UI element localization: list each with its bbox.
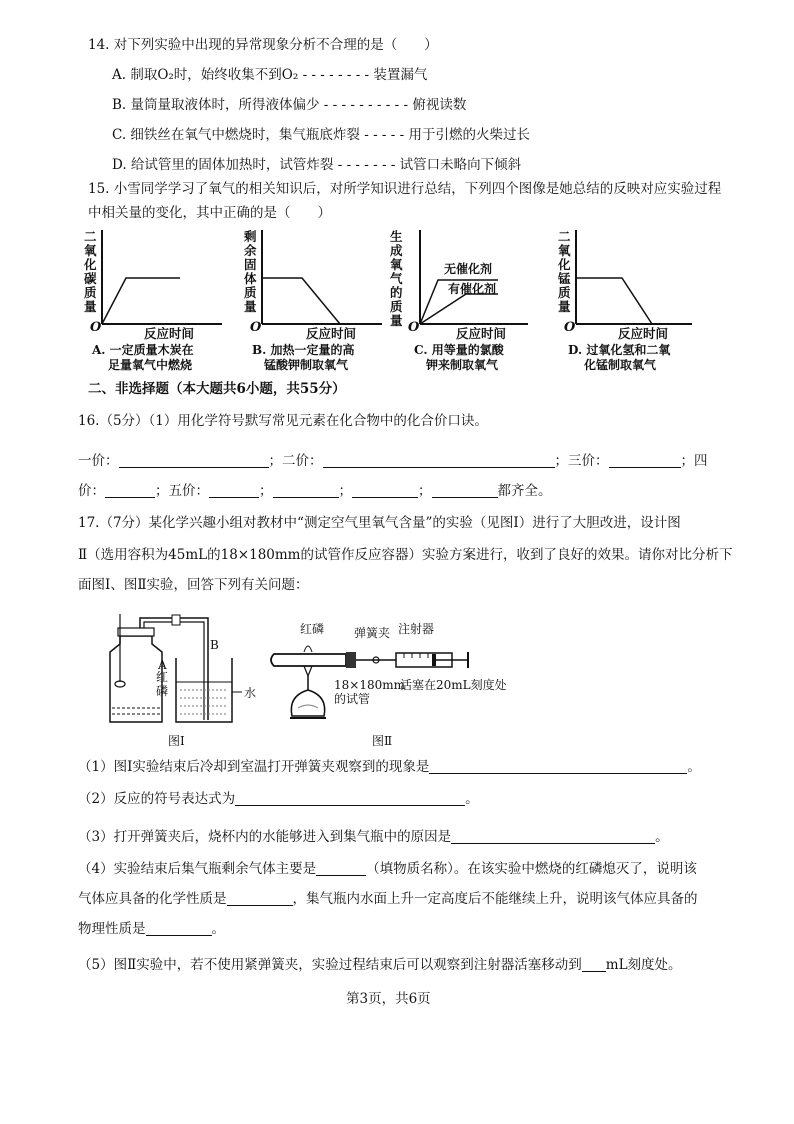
- answer-blank[interactable]: [235, 791, 465, 806]
- q17-line2: Ⅱ（选用容积为45mL的18×180mm的试管作反应容器）实验方案进行，收到了良好的效果。请你对比分析下: [78, 547, 733, 563]
- figure-2: [268, 616, 508, 748]
- q16-stem: 16.（5分）（1）用化学符号默写常见元素在化合物中的化合价口诀。: [78, 413, 488, 429]
- q17-part4-line3: 物理性质是 。: [78, 921, 225, 937]
- fig2-label-plunger: 活塞在20mL刻度处: [400, 678, 507, 692]
- graph-c-caption2: 钾来制取氧气: [426, 358, 499, 372]
- q14-stem: 14. 对下列实验中出现的异常现象分析不合理的是（ ）: [88, 37, 438, 53]
- q17-part4-line2: 气体应具备的化学性质是 ，集气瓶内水面上升一定高度后不能继续上升，说明该气体应具备的: [78, 891, 698, 907]
- graph-d-caption1: D. 过氧化氢和二氧: [568, 343, 671, 357]
- graph-b-ylabel: 剩余固体质量: [244, 229, 257, 314]
- answer-blank[interactable]: [582, 957, 606, 972]
- q17-part4-line1: （4）实验结束后集气瓶剩余气体主要是 （填物质名称）。在该实验中燃烧的红磷熄灭了，说明该: [78, 861, 697, 877]
- graph-c-ylabel: 生成氧气的质量: [390, 229, 403, 328]
- answer-blank[interactable]: [146, 921, 212, 936]
- section-heading: 二、非选择题（本大题共6小题，共55分）: [88, 381, 346, 397]
- answer-blank[interactable]: [451, 829, 655, 844]
- fig1-label-b: B: [210, 638, 219, 652]
- fig1-label-water: 水: [244, 686, 257, 700]
- graph-b-plot: [244, 228, 384, 338]
- graph-c-line-label-1: 无催化剂: [444, 262, 493, 276]
- answer-blank[interactable]: [209, 483, 259, 498]
- fig2-label-clip: 弹簧夹: [354, 626, 391, 640]
- q17-part3: （3）打开弹簧夹后，烧杯内的水能够进入到集气瓶中的原因是 。: [78, 829, 669, 845]
- graph-a-caption2: 足量氧气中燃烧: [108, 358, 193, 372]
- page-footer: 第3页，共6页: [346, 991, 431, 1007]
- graph-d-xlabel: 反应时间: [618, 326, 669, 341]
- q17-line1: 17.（7分）某化学兴趣小组对教材中“测定空气里氧气含量”的实验（见图Ⅰ）进行了大胆改进，设计图: [78, 515, 681, 531]
- answer-blank[interactable]: [432, 483, 498, 498]
- answer-blank[interactable]: [227, 891, 293, 906]
- answer-blank[interactable]: [429, 759, 687, 774]
- graph-c: 生成氧气的质量 无催化剂 有催化剂 O 反应时间 C. 用等量的氯酸 钾来制取氧气: [390, 228, 530, 368]
- graph-a-xlabel: 反应时间: [144, 326, 195, 341]
- graph-b: 剩余固体质量 O 反应时间 B. 加热一定量的高 锰酸钾制取氧气: [244, 228, 384, 368]
- graph-b-caption1: B. 加热一定量的高: [252, 343, 355, 357]
- q17-part1: （1）图Ⅰ实验结束后冷却到室温打开弹簧夹观察到的现象是 。: [78, 759, 701, 775]
- graph-a-ylabel: 二氧化碳质量: [84, 229, 97, 314]
- fig2-label-red-phosphorus: 红磷: [300, 622, 325, 636]
- q17-line3: 面图Ⅰ、图Ⅱ实验，回答下列有关问题：: [78, 577, 309, 593]
- fig2-caption: 图Ⅱ: [372, 734, 393, 748]
- figure-1: [96, 612, 266, 748]
- graph-a-caption1: A. 一定质量木炭在: [92, 343, 194, 357]
- q17-part5: （5）图Ⅱ实验中，若不使用紧弹簧夹，实验过程结束后可以观察到注射器活塞移动到 mL刻度处。: [78, 957, 682, 973]
- q15-stem-line1: 15. 小雪同学学习了氧气的相关知识后，对所学知识进行总结，下列四个图像是她总结的反映对应实验过程: [88, 181, 722, 197]
- fig1-caption: 图Ⅰ: [168, 734, 185, 748]
- q14-option-a: A. 制取O₂时，始终收集不到O₂ - - - - - - - - 装置漏气: [112, 67, 428, 83]
- fig2-label-tube: 18×180mm的试管: [334, 678, 405, 706]
- answer-blank[interactable]: [273, 483, 339, 498]
- q16-line2: 价： ；五价： ； ； ； 都齐全。: [78, 483, 552, 499]
- q14-option-d: D. 给试管里的固体加热时，试管炸裂 - - - - - - - 试管口未略向下倾斜: [112, 157, 522, 173]
- graph-a: 二氧化碳质量 O 反应时间 A. 一定质量木炭在 足量氧气中燃烧: [84, 228, 224, 368]
- q16-line1: 一价： ；二价： ；三价： ；四: [78, 453, 708, 469]
- answer-blank[interactable]: [316, 861, 366, 876]
- graph-c-caption1: C. 用等量的氯酸: [414, 343, 504, 357]
- fig2-label-syringe: 注射器: [398, 622, 435, 636]
- q14-option-b: B. 量筒量取液体时，所得液体偏少 - - - - - - - - - - 俯视读数: [112, 97, 467, 113]
- graph-c-xlabel: 反应时间: [456, 326, 507, 341]
- fig1-label-a: A: [158, 658, 167, 672]
- graph-a-plot: [84, 228, 224, 338]
- answer-blank[interactable]: [323, 453, 555, 468]
- graph-b-xlabel: 反应时间: [306, 326, 357, 341]
- answer-blank[interactable]: [609, 453, 681, 468]
- answer-blank[interactable]: [119, 453, 269, 468]
- graph-d: 二氧化锰质量 O 反应时间 D. 过氧化氢和二氧 化锰制取氧气: [556, 228, 696, 368]
- q17-part2: （2）反应的符号表达式为 。: [78, 791, 479, 807]
- q14-option-c: C. 细铁丝在氧气中燃烧时，集气瓶底炸裂 - - - - - 用于引燃的火柴过长: [112, 127, 530, 143]
- graph-d-plot: [556, 228, 696, 338]
- figure-1-apparatus: [96, 612, 266, 728]
- q15-stem-line2: 中相关量的变化，其中正确的是（ ）: [88, 205, 331, 221]
- graph-d-caption2: 化锰制取氧气: [584, 358, 657, 372]
- fig1-label-red-phosphorus: 红磷: [156, 670, 169, 698]
- graph-c-line-label-2: 有催化剂: [448, 282, 497, 296]
- graph-b-caption2: 锰酸钾制取氧气: [264, 358, 349, 372]
- answer-blank[interactable]: [105, 483, 155, 498]
- graph-d-ylabel: 二氧化锰质量: [558, 229, 571, 314]
- answer-blank[interactable]: [352, 483, 418, 498]
